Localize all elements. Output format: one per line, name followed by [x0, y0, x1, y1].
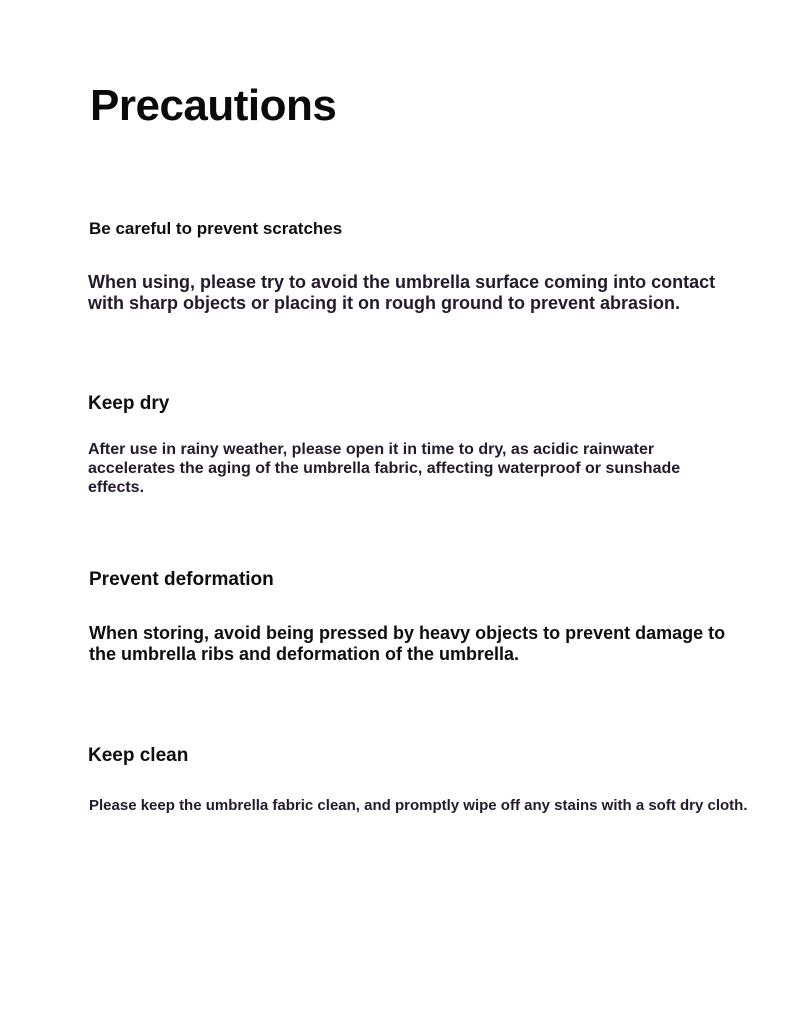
section-text-scratches: When using, please try to avoid the umbrella surface coming into contact with sharp objects or placing it on rough ground to prevent abrasion. [88, 272, 716, 313]
section-heading-prevent-deformation: Prevent deformation [89, 569, 274, 590]
section-heading-keep-clean: Keep clean [88, 745, 189, 766]
section-heading-scratches: Be careful to prevent scratches [89, 219, 343, 238]
page-title: Precautions [90, 81, 337, 130]
section-text-keep-dry: After use in rainy weather, please open it in time to dry, as acidic rainwater accelerates the aging of the umbrella fabric, affecting waterproof or sunshade effects. [88, 441, 681, 496]
section-text-keep-clean: Please keep the umbrella fabric clean, and promptly wipe off any stains with a soft dry cloth. [89, 797, 748, 814]
section-text-prevent-deformation: When storing, avoid being pressed by heavy objects to prevent damage to the umbrella ribs and deformation of the umbrella. [89, 623, 726, 664]
section-heading-keep-dry: Keep dry [88, 393, 170, 414]
